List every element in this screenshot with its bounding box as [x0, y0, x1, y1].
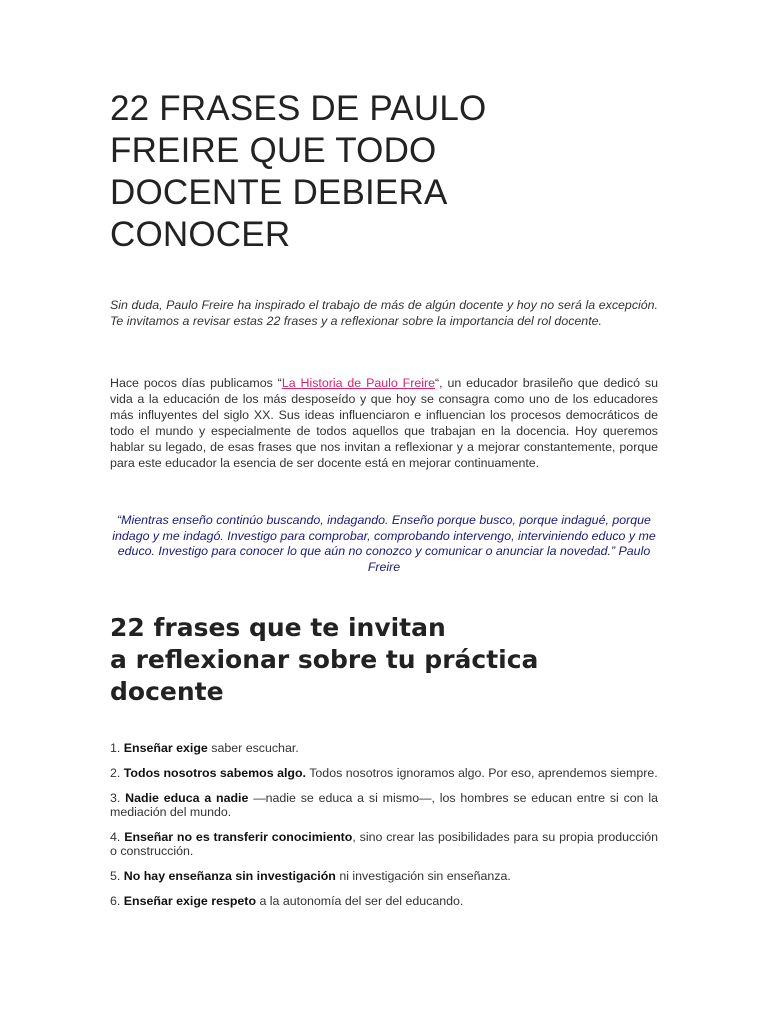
phrase-bold: Enseñar exige respeto	[123, 894, 257, 908]
list-item	[110, 791, 658, 819]
list-item	[110, 830, 658, 858]
phrase-number: 5.	[110, 869, 124, 883]
phrase-number: 3.	[110, 791, 126, 805]
title-line: CONOCER	[110, 215, 291, 254]
phrase-rest: ni investigación sin enseñanza.	[335, 869, 511, 883]
article-title	[110, 88, 658, 256]
list-item	[110, 869, 658, 883]
phrase-rest: a la autonomía del ser del educando.	[256, 894, 464, 908]
phrase-bold: Enseñar exige	[123, 741, 208, 755]
list-item	[110, 741, 658, 755]
title-line: FREIRE QUE TODO	[110, 131, 437, 170]
heading-line: docente	[110, 677, 224, 706]
body-text-before-link: Hace pocos días publicamos “	[110, 376, 282, 390]
body-text-after-link: “, un educador brasileño que dedicó su vida a la educación de los más desposeído y que hoy se consagra como uno de los educadores más influyentes del siglo XX. Sus ideas influenciaron e influencian los procesos democráticos de todo el mundo y especialmente de todos aquellos que trabajan en la docencia. Hoy queremos hablar su legado, de esas frases que nos invitan a reflexionar y a mejorar constantemente, porque para este educador la esencia de ser docente está en mejorar continuamente.	[110, 376, 658, 470]
phrase-bold: No hay enseñanza sin investigación	[123, 869, 336, 883]
list-item	[110, 894, 658, 908]
freire-quote: “Mientras enseño continúo buscando, indagando. Enseño porque busco, porque indagué, porque indago y me indagó. Investigo para comprobar, comprobando intervengo, interviniendo educo y me educo. Investigo para conocer lo que aún no conozco y comunicar o anunciar la novedad.” Paulo Freire	[112, 513, 656, 574]
phrase-number: 1.	[110, 741, 124, 755]
list-item	[110, 766, 658, 780]
phrase-rest: , sino crear las posibilidades para su propia producción o construcción.	[110, 830, 658, 858]
phrase-rest: Todos nosotros ignoramos algo. Por eso, aprendemos siempre.	[306, 766, 658, 780]
phrase-number: 6.	[110, 894, 124, 908]
phrase-bold: Todos nosotros sabemos algo.	[123, 766, 306, 780]
phrase-number: 4.	[110, 830, 125, 844]
title-line: 22 FRASES DE PAULO	[110, 89, 487, 128]
phrase-rest: —nadie se educa a si mismo—, los hombres se educan entre si con la mediación del mundo.	[110, 791, 659, 819]
phrase-bold: Nadie educa a nadie	[125, 791, 249, 805]
intro-paragraph: Sin duda, Paulo Freire ha inspirado el trabajo de más de algún docente y hoy no será la excepción. Te invitamos a revisar estas 22 frases y a reflexionar sobre la importancia del rol docente.	[110, 298, 658, 328]
phrase-rest: saber escuchar.	[207, 741, 299, 755]
body-paragraph	[110, 375, 658, 471]
phrase-number: 2.	[110, 766, 124, 780]
phrase-bold: Enseñar no es transferir conocimiento	[124, 830, 353, 844]
title-line: DOCENTE DEBIERA	[110, 173, 448, 212]
heading-line: a reflexionar sobre tu práctica	[110, 645, 539, 674]
phrases-list	[110, 741, 658, 919]
section-heading	[110, 612, 658, 708]
heading-line: 22 frases que te invitan	[110, 613, 446, 642]
historia-paulo-freire-link[interactable]: La Historia de Paulo Freire	[281, 376, 436, 390]
